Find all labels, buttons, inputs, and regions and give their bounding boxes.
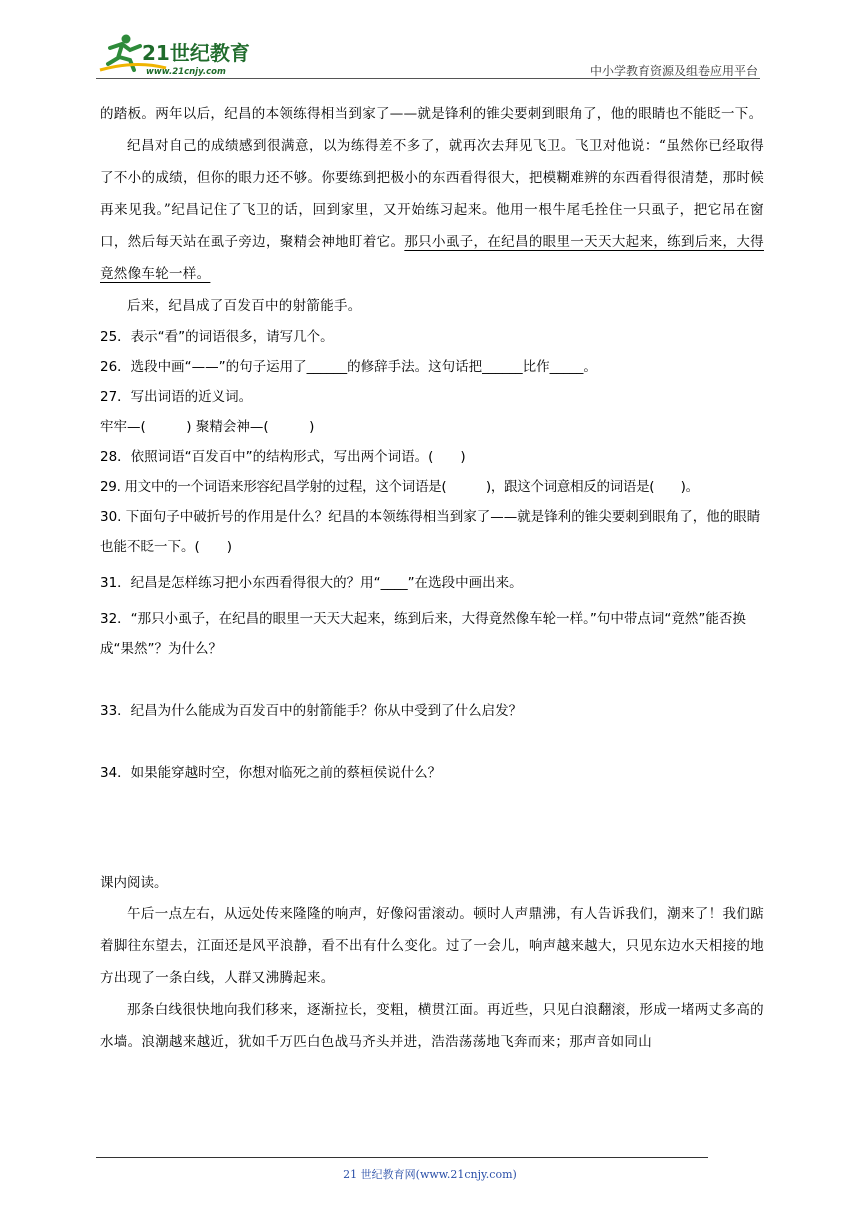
question-31: 31．纪昌是怎样练习把小东西看得很大的？用“____”在选段中画出来。 (100, 575, 523, 591)
section2-paragraph-2: 那条白线很快地向我们移来，逐渐拉长，变粗，横贯江面。再近些，只见白浪翻滚，形成一堵两丈多高的水墙。浪潮越来越近，犹如千万匹白色战马齐头并进，浩浩荡荡地飞奔而来；那声音如同山 (100, 1002, 764, 1050)
passage-paragraph-2 (100, 130, 764, 290)
svg-text:21世纪教育: 21世纪教育 (142, 41, 250, 65)
question-32: 32．“那只小虱子，在纪昌的眼里一天天大起来，练到后来，大得竟然像车轮一样。”句中带点词“竟然”能否换成“果然”？为什么？ (100, 611, 746, 657)
section-title: 课内阅读。 (100, 875, 168, 891)
passage-paragraph-1: 的踏板。两年以后，纪昌的本领练得相当到家了——就是锋利的锥尖要刺到眼角了，他的眼睛也不能眨一下。 (100, 106, 763, 122)
section2-paragraph-1: 午后一点左右，从远处传来隆隆的响声，好像闷雷滚动。顿时人声鼎沸，有人告诉我们，潮来了！我们踮着脚往东望去，江面还是风平浪静，看不出有什么变化。过了一会儿，响声越来越大，只见东边水天相接的地方出现了一条白线，人群又沸腾起来。 (100, 906, 764, 986)
passage-paragraph-2-text: 纪昌对自己的成绩感到很满意，以为练得差不多了，就再次去拜见飞卫。飞卫对他说：“虽然你已经取得了不小的成绩，但你的眼力还不够。你要练到把极小的东西看得很大，把模糊难辨的东西看得很清楚，那时候再来见我。”纪昌记住了飞卫的话，回到家里，又开始练习起来。他用一根牛尾毛拴住一只虱子，把它吊在窗口，然后每天站在虱子旁边，聚精会神地盯着它。 (100, 138, 764, 250)
document-body (100, 98, 764, 1058)
logo-21cnjy (96, 30, 266, 78)
question-33: 33．纪昌为什么能成为百发百中的射箭能手？你从中受到了什么启发？ (100, 703, 523, 719)
question-34: 34．如果能穿越时空，你想对临死之前的蔡桓侯说什么？ (100, 765, 442, 781)
passage-paragraph-3: 后来，纪昌成了百发百中的射箭能手。 (127, 298, 362, 314)
question-25: 25．表示“看”的词语很多，请写几个。 (100, 329, 334, 345)
header-platform-text: 中小学教育资源及组卷应用平台 (589, 64, 758, 78)
question-30: 30. 下面句子中破折号的作用是什么？纪昌的本领练得相当到家了——就是锋利的锥尖要刺到眼角了，他的眼睛也能不眨一下。( ) (100, 509, 761, 555)
footer-divider (96, 1157, 708, 1158)
footer-website: 21 世纪教育网(www.21cnjy.com) (343, 1168, 517, 1181)
question-28: 28．依照词语“百发百中”的结构形式，写出两个词语。( ) (100, 449, 466, 465)
question-26: 26．选段中画“——”的句子运用了______的修辞手法。这句话把______比作_____。 (100, 359, 597, 375)
question-27: 27．写出词语的近义词。 (100, 389, 253, 405)
underlined-sentence: 那只小虱子，在纪昌的眼里一天天大起来，练到后来，大得竟然像车轮一样。 (100, 234, 764, 282)
question-27-blanks: 牢牢—( ) 聚精会神—( ) (100, 419, 315, 435)
header-divider (96, 78, 760, 79)
svg-text:www.21cnjy.com: www.21cnjy.com (146, 67, 226, 77)
page-header (96, 30, 760, 78)
question-29: 29. 用文中的一个词语来形容纪昌学射的过程，这个词语是( )，跟这个词意相反的词语是( )。 (100, 479, 699, 495)
